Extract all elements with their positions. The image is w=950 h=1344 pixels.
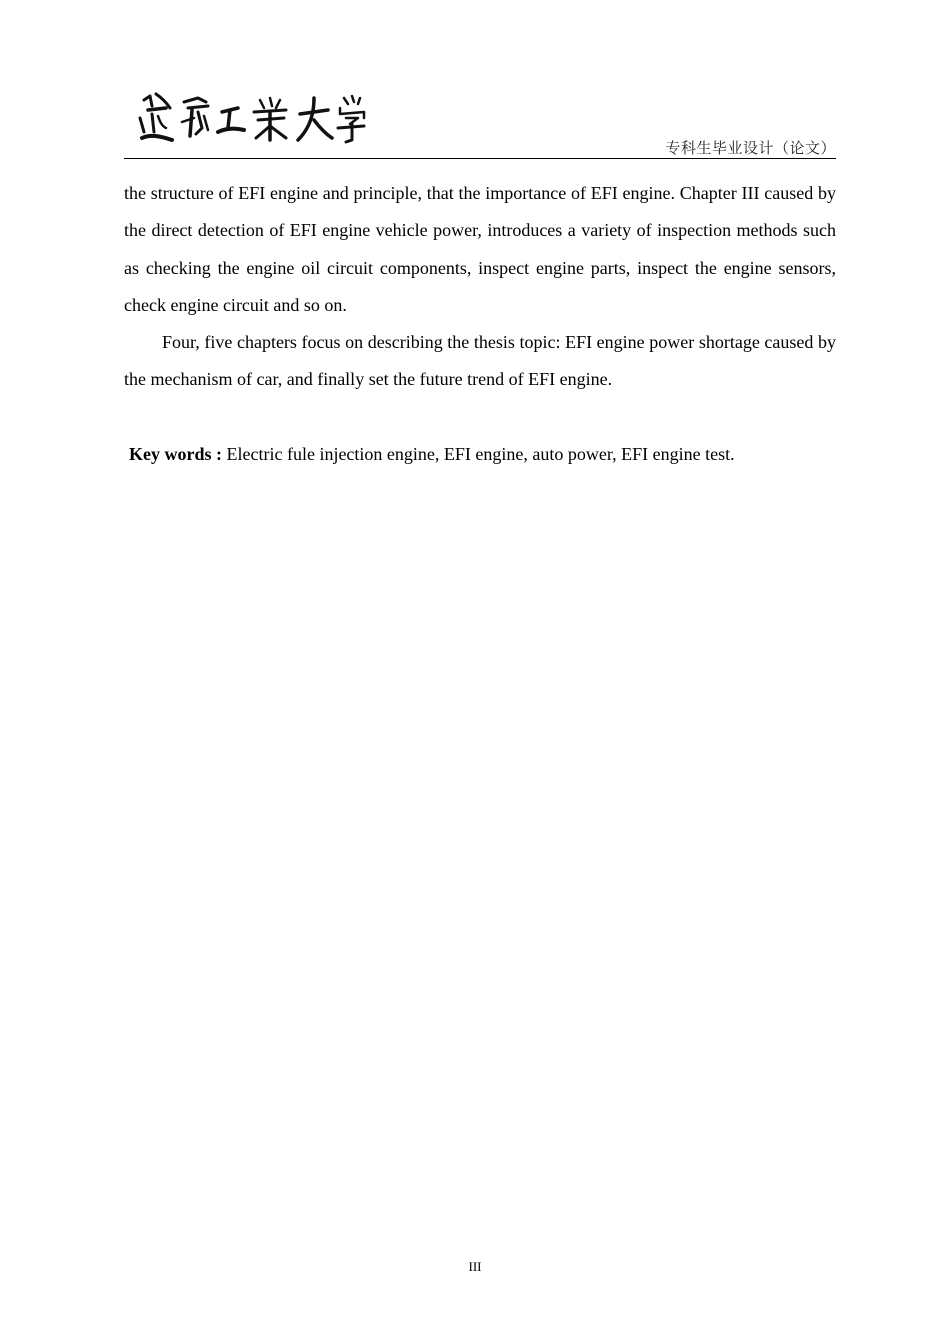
document-type-label: 专科生毕业设计（论文） [665, 139, 836, 157]
page-number: III [468, 1259, 482, 1274]
page-header [124, 84, 836, 160]
abstract-paragraph: Four, five chapters focus on describing the thesis topic: EFI engine power shortage caused by the mechanism of car, and finally set the future trend of EFI engine. [124, 332, 836, 390]
university-logo [136, 88, 366, 148]
header-divider [124, 158, 836, 159]
keywords-text: Electric fule injection engine, EFI engine, auto power, EFI engine test. [222, 444, 735, 464]
abstract-body [124, 175, 836, 399]
keywords-label: Key words : [129, 444, 222, 464]
abstract-paragraph: the structure of EFI engine and principle, that the importance of EFI engine. Chapter III caused by the direct detection of EFI engine vehicle power, introduces a variety of inspection methods such as checking the engine oil circuit components, inspect engine parts, inspect the engine sensors, check engine circuit and so on. [124, 183, 836, 315]
keywords-line [129, 436, 836, 473]
